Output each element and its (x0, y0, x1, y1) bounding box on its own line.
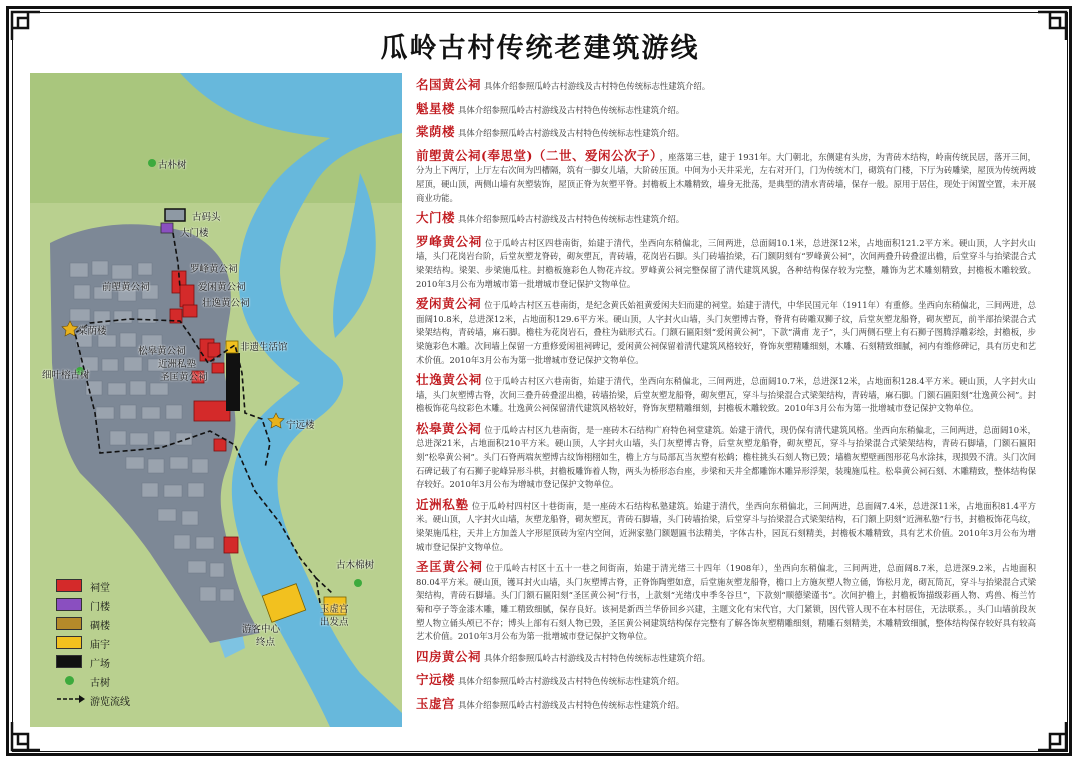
legend-label: 碉楼 (90, 621, 110, 632)
entry-text: 具体介绍参照瓜岭古村游线及古村特色传统标志性建筑介绍。 (484, 652, 711, 663)
entry-name: 罗峰黄公祠 (416, 233, 482, 249)
legend-item-plaza (56, 652, 146, 671)
entry-ningyuan-tower (416, 673, 1036, 689)
tree-dot-icon (65, 676, 74, 685)
entry-jinzhou-school (416, 498, 1036, 554)
legend-item-route (56, 690, 146, 709)
entry-qianshen-hall (416, 149, 1036, 205)
legend-swatch (56, 579, 82, 592)
entry-yuxu-temple (416, 697, 1036, 713)
entry-main-gate (416, 211, 1036, 227)
entry-name: 宁远楼 (416, 672, 456, 688)
entry-name: 名国黄公祠 (416, 77, 482, 92)
legend-swatch (56, 598, 82, 611)
legend-item-hall (56, 576, 146, 595)
entry-name: 圣匡黄公祠 (416, 559, 483, 575)
entry-text: 具体介绍参照瓜岭古村游线及古村特色传统标志性建筑介绍。 (484, 81, 711, 91)
legend-item-watchtower (56, 614, 146, 633)
entry-songgao-hall (416, 422, 1036, 492)
legend-item-old-tree (56, 671, 146, 690)
map-label-luofeng-hall: 罗峰黄公祠 (190, 264, 238, 275)
entry-name: 魁星楼 (416, 100, 456, 116)
entry-text: 具体介绍参照瓜岭古村游线及古村特色传统标志性建筑介绍。 (458, 214, 685, 225)
entry-text: 位于瓜岭村四村区十巷街南，是一座砖木石结构私塾建筑。始建于清代，坐西向东稍偏北，三间两进，总面阔7.4米，总进深11米，占地面积81.4平方米。硬山顶，人字封火山墙，灰塑龙船脊，砌灰塑瓦，青砖石脚墙，头门砖墙抬梁，后堂穿斗与抬梁混合式梁架结构，石门额上阴刻“近洲私塾”行书，封檐板饰花鸟纹，梁架施瓜柱，天井上方加盖人字形屋顶砖为室内空间，近洲家塾门额题匾书法精美，字体古朴，园瓦石刻精美，封檐板木雕精致，具有艺术价值。2010年3月公布为增城市登记保护文物单位。 (416, 500, 1036, 552)
map-label-start-point: 出发点 (320, 617, 349, 628)
map-label-visitor-center: 游客中心 (242, 624, 281, 635)
entry-sifang-hall (416, 650, 1036, 666)
legend-item-gate (56, 595, 146, 614)
map-label-main-gate: 大门楼 (180, 228, 209, 239)
building-descriptions (416, 78, 1036, 728)
entry-shengyi-hall (416, 560, 1036, 644)
legend-label: 门楼 (90, 602, 110, 613)
entry-kuixing-tower (416, 102, 1036, 118)
legend-swatch (56, 617, 82, 630)
entry-name: 前塱黄公祠(奉思堂)（二世、爱闲公次子） (416, 147, 657, 163)
entry-luofeng-hall (416, 235, 1036, 291)
map-label-ningyuan-tower: 宁远楼 (286, 420, 315, 431)
entry-name: 松皋黄公祠 (416, 420, 482, 436)
entry-name: 近洲私塾 (416, 496, 469, 512)
map-label-banyan-tree: 细叶榕古树 (42, 370, 90, 381)
entry-text: 位于瓜岭古村区五巷南街，是纪念黄氏始祖黄爱闲夫妇而建的祠堂。始建于清代，中华民国元年（1911年）有重修。坐西向东稍偏北，三间两进，总面阔10.8米，总进深12米，占地面积129.6平方米。硬山顶，人字封火山墙，头门灰塑博古脊，脊背有砖雕双狮子纹，后堂灰塑龙船脊，砌灰塑瓦，前半部抬梁混合式梁架结构，青砖墙，麻石脚。檐柱为花岗岩石，叠柱为础形式石。门额石匾阳刻“爱闲黄公祠”，下款“满甫 龙子”，头门两侧石壁上有石狮子图腾浮雕彩绘，封檐板，步梁施彩色木雕。次间墙上保留一方重修爱闲祖祠碑记，爱闲黄公祠保留着清代建筑风格较好，脊饰灰塑精雕细刻，木雕、石刻精致细腻，祠内有维修碑记，具有历史和艺术价值。2010年3月公布为第一批增城市登记保护文物单位。 (416, 300, 1036, 365)
legend-label: 庙宇 (90, 640, 110, 651)
dashed-arrow-icon (56, 694, 86, 704)
legend-label: 游览流线 (90, 697, 130, 708)
entry-text: 具体介绍参照瓜岭古村游线及古村特色传统标志性建筑介绍。 (458, 128, 685, 139)
entry-name: 四房黄公祠 (416, 648, 482, 664)
legend-label: 广场 (90, 659, 110, 670)
map-label-aixian-hall: 爱闲黄公祠 (198, 282, 246, 293)
corner-ornament-bottom-right (1038, 722, 1072, 756)
entry-text: 位于瓜岭古村区四巷南街，始建于清代，坐西向东稍偏北，三间两进，总面阔10.1米，总进深12米，占地面积121.2平方米。硬山顶，人字封火山墙，头门花岗岩台阶，后堂灰塑龙脊砖，砌灰塑瓦，青砖墙，花岗岩石脚。头门砖墙抬梁，石门额阴刻有“罗峰黄公祠”，次间两叠升砖叠涩出檐，后堂穿斗与抬梁混合式梁架结构。梁架、步梁施瓜柱。封檐板施彩色人物花卉纹。罗峰黄公祠完整保留了清代建筑风貌，各种结构保存较为完整，雕饰为艺术雕刻精致，封檐板木雕较致。2010年3月公布为增城市第一批增城市登记保护文物单位。 (416, 237, 1036, 289)
legend-label: 古树 (90, 678, 110, 689)
map-label-qianshen-hall: 前塱黄公祠 (102, 282, 150, 293)
map-label-end-point: 终点 (256, 637, 276, 648)
map-label-tangyin-tower: 棠荫楼 (78, 326, 107, 337)
map-label-old-pier: 古码头 (192, 212, 221, 223)
entry-name: 棠荫楼 (416, 124, 456, 140)
entry-mingguo-hall (416, 78, 1036, 94)
entry-name: 玉虚宫 (416, 695, 456, 711)
entry-text: 具体介绍参照瓜岭古村游线及古村特色传统标志性建筑介绍。 (458, 676, 685, 687)
entry-text: 位于瓜岭古村区六巷南街，始建于清代，坐西向东稍偏北，三间两进，总面阔10.7米，总进深12米，占地面积128.4平方米。硬山顶，人字封火山墙，头门灰塑博古脊，次间三叠升砖叠涩出檐，砖墙抬梁，后堂灰塑龙船脊，砌灰塑瓦，穿斗与抬梁混合式梁架结构，青砖墙，麻石脚。门额石匾阳刻“壮逸黄公祠”。封檐板饰花鸟纹彩色木雕。壮逸黄公祠保留清代建筑风格较好，脊饰灰塑精雕细刻，封檐板木雕较致。2010年3月公布为第一批增城市登记保护文物单位。 (416, 376, 1036, 414)
map-label-kapok-tree: 古木棉树 (336, 560, 375, 571)
legend-swatch (56, 636, 82, 649)
entry-name: 爱闲黄公祠 (416, 296, 482, 312)
corner-ornament-bottom-left (6, 722, 40, 756)
page-title: 瓜岭古村传统老建筑游线 (380, 33, 700, 64)
map-legend (56, 576, 146, 709)
map-label-shengyi-hall: 圣匡黄公祠 (160, 372, 208, 383)
entry-text: 位于瓜岭古村区十五十一巷之间街南，始建于清光绪三十四年（1908年），坐西向东稍偏北，三间两进，总面阔8.7米，总进深9.2米，占地面积80.04平方米。硬山顶，镬耳封火山墙，头门灰塑博古脊，正脊饰陶塑如意，后堂施灰塑龙船脊，檐口上方施灰塑人物立俑，饰松月龙，砌瓦筒瓦，穿斗与抬梁混合式梁架结构，青砖石脚墙。头门门额石匾阳刻“圣匡黄公祠”行书，上款刻“光绪戊申季冬谷旦”，下款刻“顺德梁谨书”。次间护檐上，封檐板饰描级彩画人物、鸡兽、梅兰竹菊和亭子等金漆木雕，雕工精致细腻，保存良好。该祠是新西兰华侨回乡兴建，主题文化有宋代官，大门紧锁，因代管人现不在本村居住，无法联系。，头门山墙前段灰塑人物立俑头颅已不存；博头上部有石刻人物已毁，圣匡黄公祠建筑结构保存完整有了解各饰灰塑精雕细刻，精雕石刻精美，木雕精致细腻，整体结构保存较好具有较高艺术价值。2010年3月公布为第一批增城市登记保护文物单位。 (416, 563, 1036, 642)
legend-label: 祠堂 (90, 583, 110, 594)
map-label-songgao-hall: 松皋黄公祠 (138, 346, 186, 357)
legend-swatch (56, 655, 82, 668)
entry-aixian-hall (416, 297, 1036, 367)
entry-tangyin-tower (416, 125, 1036, 141)
entry-zhuangyi-hall (416, 373, 1036, 416)
entry-text: 位于瓜岭古村区九巷南街，是一座砖木石结构广府特色祠堂建筑。始建于清代，现仍保有清代建筑风格。坐西向东稍偏北，三间两进，总面阔10米，总进深21米，占地面积210平方米。硬山顶，人字封火山墙，头门灰塑博古脊，后堂灰塑龙船脊，砌灰塑瓦，穿斗与抬梁混合式梁架结构，青砖石脚墙，门额石匾阳刻“松皋黄公祠”。头门石脊两端灰塑博古纹饰栩栩如生，檐上方与局部瓦当灰塑有松鹤；檐柱挑头石刻人物已毁；墙檐灰塑壁画图形花鸟水涂抹，现损毁不清。头门次间石碑记载了有石狮子驼峰异形斗栱，封檐板雕饰着人物，两头为桥形态台座，步梁和天井全都雕饰木雕异形浮架，装瑰施瓜柱。松皋黄公祠石刻、木雕精致，整体结构保存较好。2010年3月公布为增城市登记保护文物单位。 (416, 424, 1036, 490)
entry-text: 具体介绍参照瓜岭古村游线及古村特色传统标志性建筑介绍。 (458, 104, 685, 115)
map-label-yuxu-temple: 玉虚宫 (320, 604, 349, 615)
entry-name: 大门楼 (416, 210, 456, 226)
map-label-old-tree: 古朴树 (158, 160, 187, 171)
entry-name: 壮逸黄公祠 (416, 372, 482, 388)
legend-item-temple (56, 633, 146, 652)
map-label-jinzhou-school: 近洲私塾 (158, 359, 197, 370)
entry-text: 具体介绍参照瓜岭古村游线及古村特色传统标志性建筑介绍。 (458, 699, 685, 710)
map-label-zhuangyi-hall: 壮逸黄公祠 (202, 298, 250, 309)
entry-text: ，座落第三巷，建于 1931年。大门朝北，东侧建有头房，为青砖木结构，岭南传统民居，落开三间，分为上下两厅，上厅左右次间为凹槽隔，筑有一脚女儿墙，大阶砖压顶。中间为小天井采光，左右对开门，门为传统木门，砌筑有门楼，下厅为砖雕梁，屋顶为传统两坡屋顶，硬山顶，两侧山墙有灰塑装饰，屋顶正脊为灰塑平脊。封檐板上木雕精致，墙身无批荡，是典型的清水青砖墙，保存一般。原用于居住，现处于闲置空置，未开展商业功能。 (416, 151, 1036, 203)
map-label-heritage-hall: 非遗生活馆 (240, 342, 288, 353)
